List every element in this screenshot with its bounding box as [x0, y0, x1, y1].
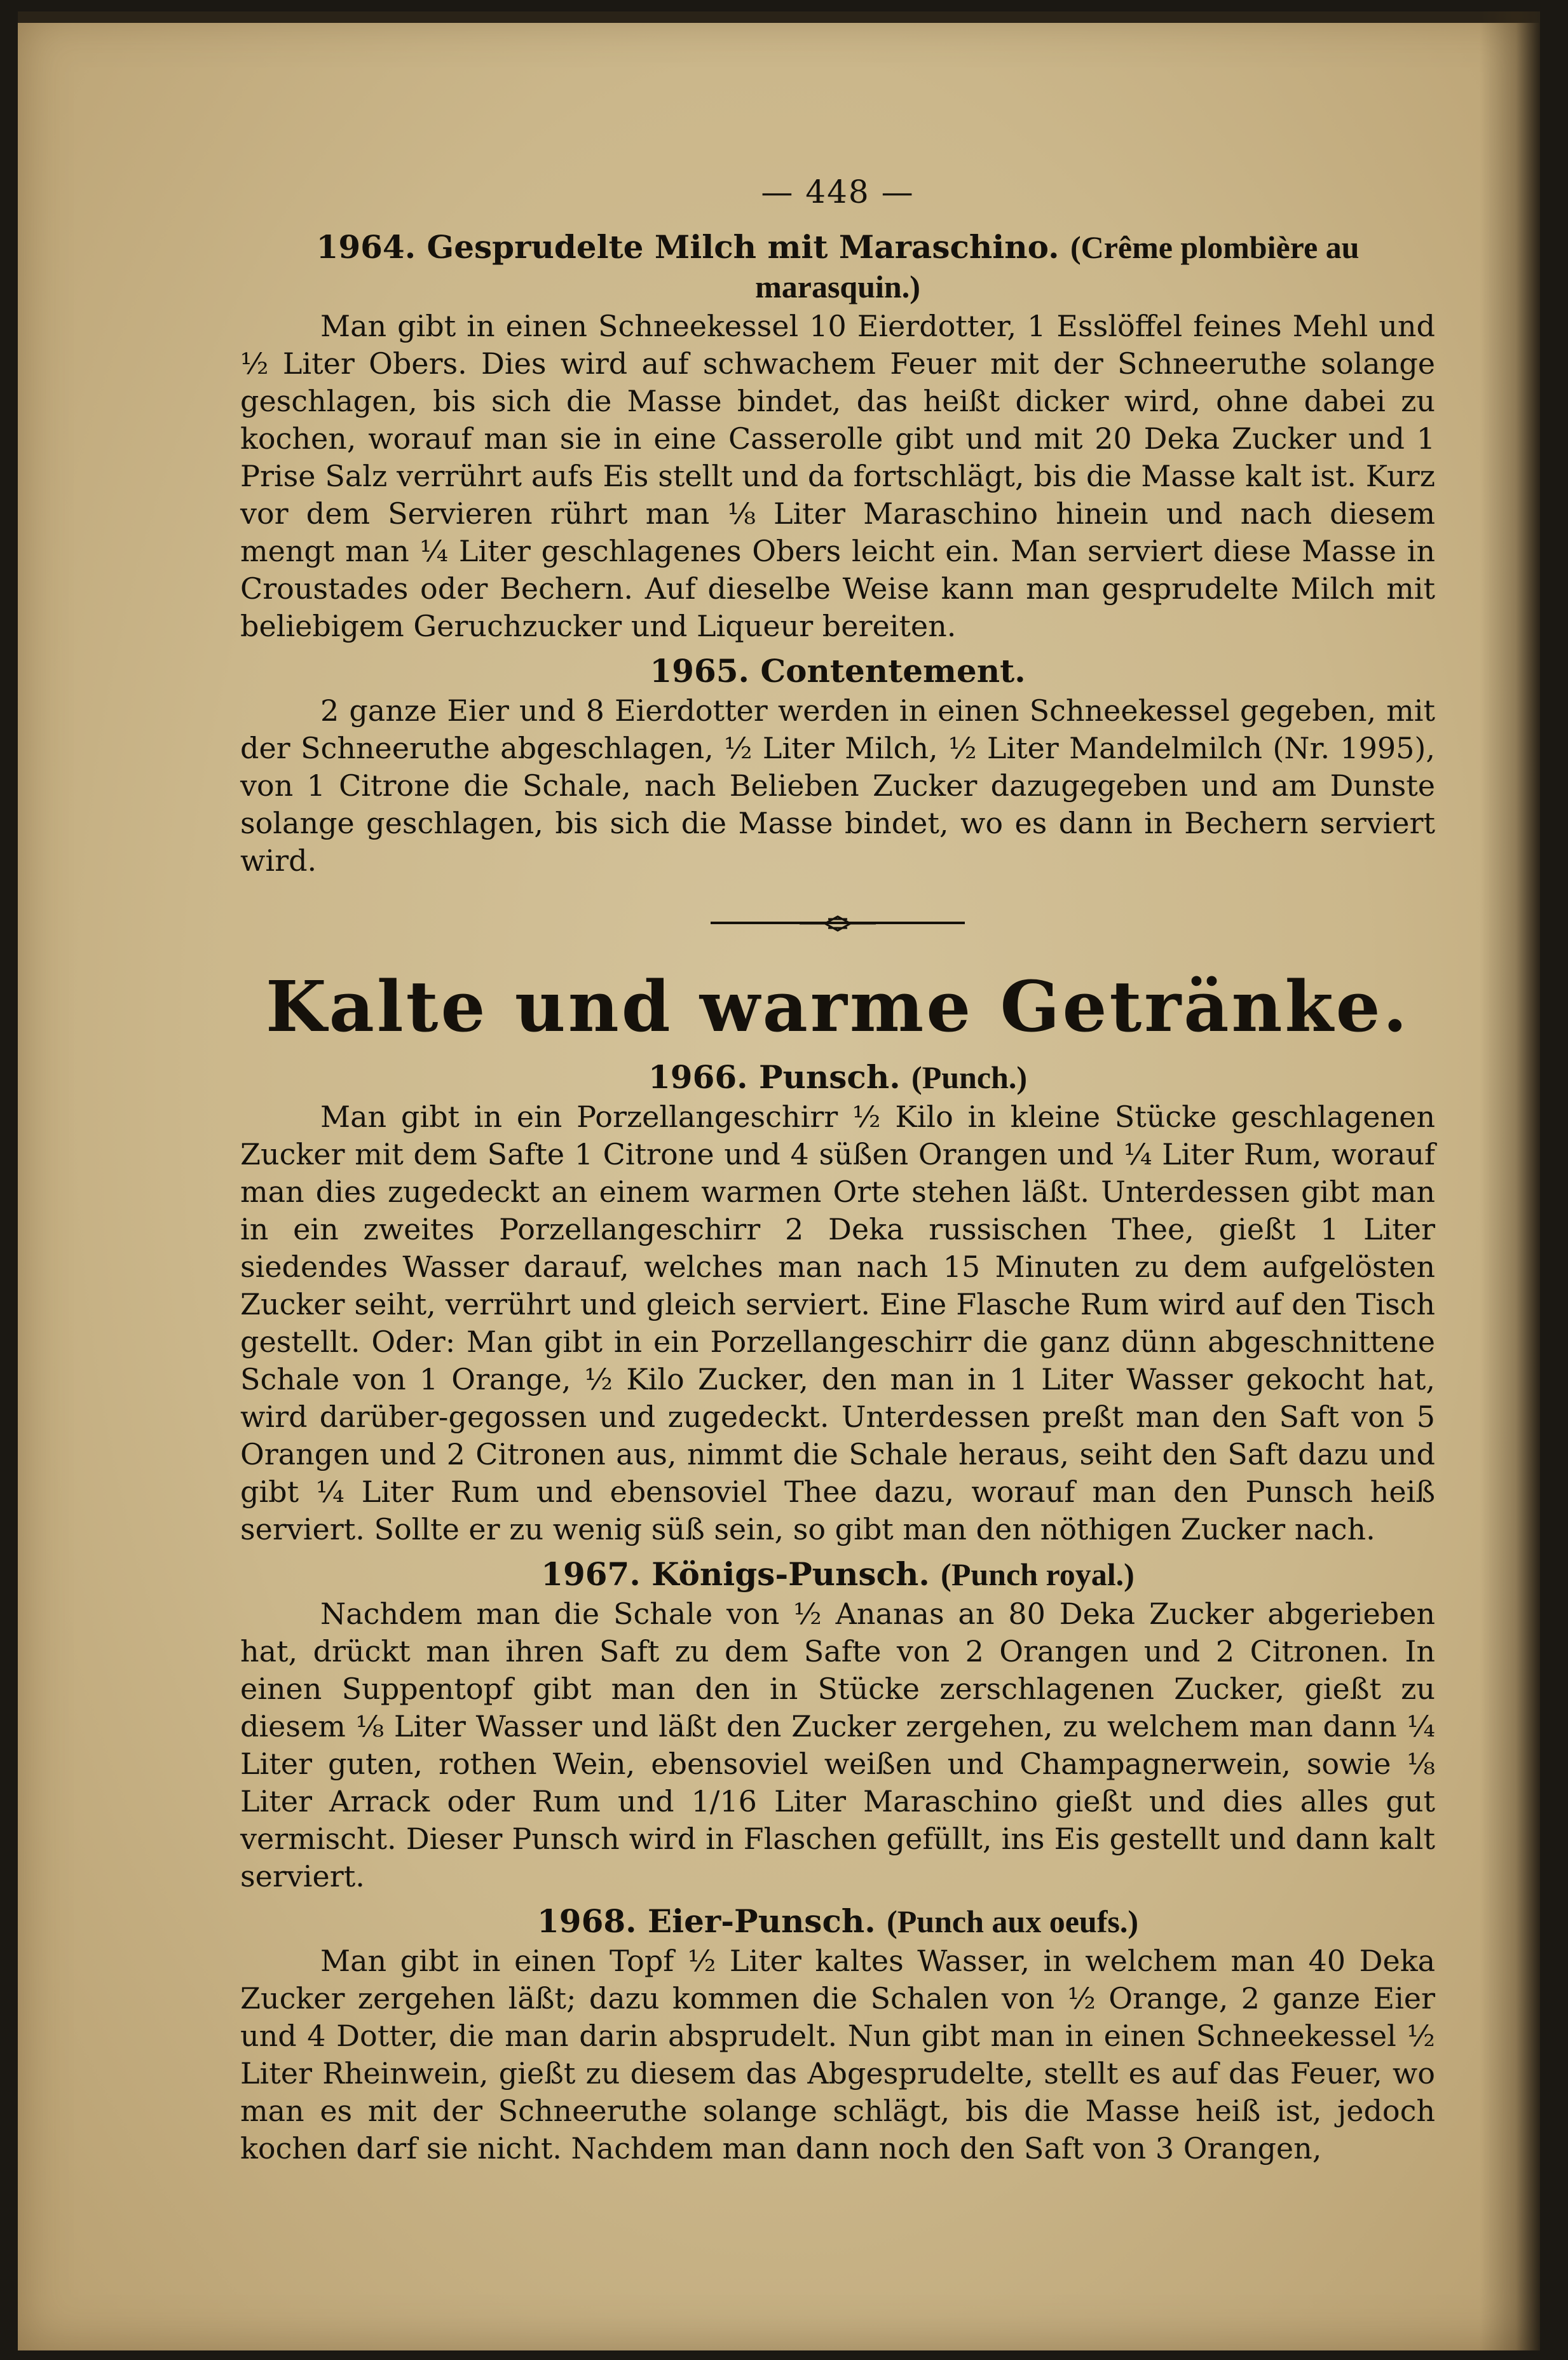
recipe-1965-title: 1965. Contentement.	[650, 652, 1026, 690]
section-separator	[240, 886, 1435, 962]
book-gutter-shadow	[1480, 11, 1540, 2350]
recipe-1965-text: 2 ganze Eier und 8 Eierdotter werden in einen Schneekessel gegeben, mit der Schneeruthe abgeschlagen, ½ Liter Milch, ½ Liter Mandelmilch (Nr. 1995), von 1 Citrone die Schale, nach Belieben Zucker dazugegeben und am Dunste solange geschlagen, bis sich die Masse bindet, wo es dann in Bechern serviert wird.	[240, 693, 1435, 878]
separator-ornament-icon	[800, 914, 876, 933]
page-number: — 448 —	[761, 174, 915, 210]
recipe-1966-heading	[240, 1058, 1435, 1097]
page-top-edge	[18, 11, 1540, 23]
recipe-1964-french-title: (Crême plombière au marasquin.)	[755, 229, 1360, 304]
page-text-block	[240, 174, 1435, 2174]
recipe-1967-text: Nachdem man die Schale von ½ Ananas an 80 Deka Zucker abgerieben hat, drückt man ihren Saft zu dem Safte von 2 Orangen und 2 Citronen. In einen Suppentopf gibt man den in Stücke zerschlagenen Zucker, gießt zu diesem ⅛ Liter Wasser und läßt den Zucker zergehen, zu welchem man dann ¼ Liter guten, rothen Wein, ebensoviel weißen und Champagnerwein, sowie ⅛ Liter Arrack oder Rum und 1/16 Liter Maraschino gießt und dies alles gut vermischt. Dieser Punsch wird in Flaschen gefüllt, ins Eis gestellt und dann kalt serviert.	[240, 1597, 1435, 1893]
recipe-1964-heading	[240, 228, 1435, 306]
section-title: Kalte und warme Getränke.	[266, 965, 1410, 1047]
recipe-1966-french-title: (Punch.)	[911, 1060, 1028, 1095]
recipe-1968-french-title: (Punch aux oeufs.)	[887, 1904, 1138, 1939]
recipe-1967-title: 1967. Königs-Punsch.	[541, 1555, 930, 1593]
recipe-1964-text: Man gibt in einen Schneekessel 10 Eierdotter, 1 Esslöffel feines Mehl und ½ Liter Obers. Dies wird auf schwachem Feuer mit der Schneeruthe solange geschlagen, bis sich die Masse bindet, das heißt dicker wird, ohne dabei zu kochen, worauf man sie in eine Casserolle gibt und mit 20 Deka Zucker und 1 Prise Salz verrührt aufs Eis stellt und da fortschlägt, bis die Masse kalt ist. Kurz vor dem Servieren rührt man ⅛ Liter Maraschino hinein und nach diesem mengt man ¼ Liter geschlagenes Obers leicht ein. Man serviert diese Masse in Croustades oder Bechern. Auf dieselbe Weise kann man gesprudelte Milch mit beliebigem Geruchzucker und Liqueur bereiten.	[240, 309, 1435, 643]
recipe-1967-heading	[240, 1555, 1435, 1594]
book-page	[18, 11, 1540, 2350]
recipe-1968-text: Man gibt in einen Topf ½ Liter kaltes Wasser, in welchem man 40 Deka Zucker zergehen läßt; dazu kommen die Schalen von ½ Orange, 2 ganze Eier und 4 Dotter, die man darin absprudelt. Nun gibt man in einen Schneekessel ½ Liter Rheinwein, gießt zu diesem das Abgesprudelte, stellt es auf das Feuer, wo man es mit der Schneeruthe solange schlägt, bis die Masse heiß ist, jedoch kochen darf sie nicht. Nachdem man dann noch den Saft von 3 Orangen,	[240, 1944, 1435, 2166]
recipe-1968-title: 1968. Eier-Punsch.	[537, 1902, 876, 1940]
recipe-1966-title: 1966. Punsch.	[648, 1058, 901, 1096]
recipe-1968-heading	[240, 1902, 1435, 1941]
recipe-1967-french-title: (Punch royal.)	[941, 1557, 1135, 1592]
recipe-1965-heading	[240, 651, 1435, 691]
recipe-1964-title: 1964. Gesprudelte Milch mit Maraschino.	[316, 228, 1060, 266]
recipe-1966-text: Man gibt in ein Porzellangeschirr ½ Kilo in kleine Stücke geschlagenen Zucker mit dem Safte 1 Citrone und 4 süßen Orangen und ¼ Liter Rum, worauf man dies zugedeckt an einem warmen Orte stehen läßt. Unterdessen gibt man in ein zweites Porzellangeschirr 2 Deka russischen Thee, gießt 1 Liter siedendes Wasser darauf, welches man nach 15 Minuten zu dem aufgelösten Zucker seiht, verrührt und gleich serviert. Eine Flasche Rum wird auf den Tisch gestellt. Oder: Man gibt in ein Porzellangeschirr die ganz dünn abgeschnittene Schale von 1 Orange, ½ Kilo Zucker, den man in 1 Liter Wasser gekocht hat, wird darüber-gegossen und zugedeckt. Unterdessen preßt man den Saft von 5 Orangen und 2 Citronen aus, nimmt die Schale heraus, seiht den Saft dazu und gibt ¼ Liter Rum und ebensoviel Thee dazu, worauf man den Punsch heiß serviert. Sollte er zu wenig süß sein, so gibt man den nöthigen Zucker nach.	[240, 1100, 1435, 1546]
